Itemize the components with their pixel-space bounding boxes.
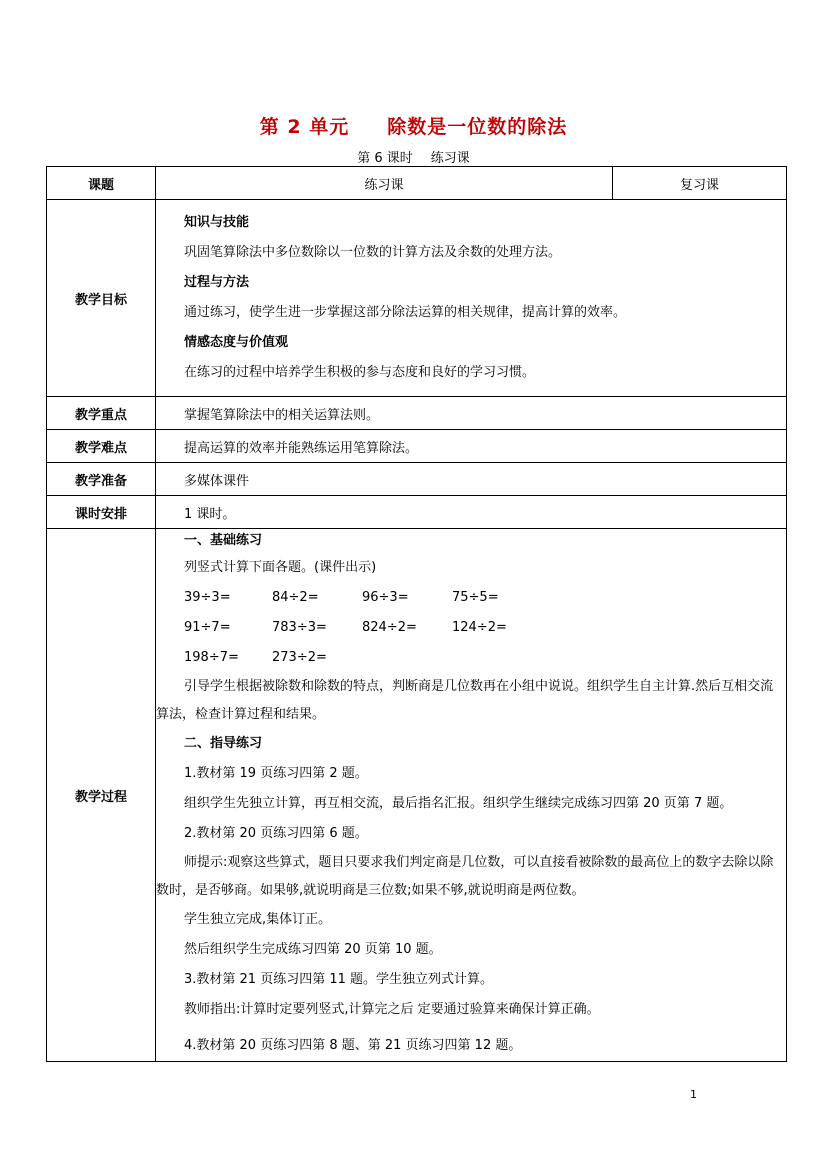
preparation-label: 教学准备 [47,463,156,496]
goals-label: 教学目标 [47,200,156,397]
topic-type: 复习课 [613,167,787,200]
lesson-name: 练习课 [430,151,470,166]
schedule-value: 1 课时。 [184,506,236,522]
goal-text-attitude: 在练习的过程中培养学生积极的参与态度和良好的学习习惯。 [184,365,536,380]
item-1: 1.教材第 19 页练习四第 2 题。 [184,766,368,781]
exercise: 91÷7= [184,620,231,635]
exercise-row-1 [156,583,786,613]
exercise: 273÷2= [272,650,327,665]
item-2-tip: 师提示:观察这些算式，题目只要求我们判定商是几位数，可以直接看被除数的最高位上的数字去除以除数时，是否够商。如果够,就说明商是三位数;如果不够,就说明商是两位数。 [156,855,774,898]
exercise: 783÷3= [272,620,327,635]
item-1-desc: 组织学生先独立计算，再互相交流，最后指名汇报。组织学生继续完成练习四第 20 页第 7 题。 [184,796,733,811]
key-point-label: 教学重点 [47,397,156,430]
schedule-label: 课时安排 [47,496,156,529]
goal-heading-attitude: 情感态度与价值观 [184,335,289,350]
exercise: 96÷3= [362,590,409,605]
item-2-self: 学生独立完成,集体订正。 [184,912,332,927]
exercise: 84÷2= [272,590,319,605]
topic-value: 练习课 [156,167,613,200]
item-4: 4.教材第 20 页练习四第 8 题、第 21 页练习四第 12 题。 [184,1038,522,1053]
exercise-row-2 [156,613,786,643]
item-2-then: 然后组织学生完成练习四第 20 页第 10 题。 [184,942,442,957]
basic-guide: 引导学生根据被除数和除数的特点，判断商是几位数再在小组中说说。组织学生自主计算.然后互相交流算法，检查计算过程和结果。 [156,679,774,722]
exercise: 198÷7= [184,650,239,665]
exercise: 75÷5= [452,590,499,605]
difficulty-row [47,430,787,463]
document-title [0,112,827,139]
lesson-number: 第 6 课时 [357,151,413,166]
exercise-row-3 [156,643,786,673]
lesson-plan-table [46,166,787,1062]
item-3: 3.教材第 21 页练习四第 11 题。学生独立列式计算。 [184,972,494,987]
basic-intro: 列竖式计算下面各题。(课件出示) [184,560,377,575]
difficulty-label: 教学难点 [47,430,156,463]
unit-label: 第 2 单元 [259,116,350,138]
goal-heading-knowledge: 知识与技能 [184,215,250,230]
process-label: 教学过程 [47,529,156,1062]
page-number: 1 [690,1088,697,1101]
goal-heading-process: 过程与方法 [184,275,250,290]
item-2: 2.教材第 20 页练习四第 6 题。 [184,826,368,841]
item-3-note: 教师指出:计算时定要列竖式,计算完之后 定要通过验算来确保计算正确。 [184,1002,600,1017]
preparation-row [47,463,787,496]
difficulty-value: 提高运算的效率并能熟练运用笔算除法。 [184,440,419,456]
unit-title: 除数是一位数的除法 [387,116,568,138]
goal-text-knowledge: 巩固笔算除法中多位数除以一位数的计算方法及余数的处理方法。 [184,245,562,260]
preparation-value: 多媒体课件 [184,473,250,489]
key-point-row [47,397,787,430]
topic-row [47,167,787,200]
section-guided-title: 二、指导练习 [184,736,263,751]
section-basic-title: 一、基础练习 [184,533,263,548]
process-content [156,529,787,1062]
exercise: 824÷2= [362,620,417,635]
goals-content [156,200,787,397]
key-point-value: 掌握笔算除法中的相关运算法则。 [184,407,380,423]
exercise: 124÷2= [452,620,507,635]
goal-text-process: 通过练习，使学生进一步掌握这部分除法运算的相关规律，提高计算的效率。 [184,305,627,320]
goals-row [47,200,787,397]
exercise: 39÷3= [184,590,231,605]
topic-label: 课题 [47,167,156,200]
schedule-row [47,496,787,529]
process-row [47,529,787,1062]
lesson-subtitle [0,147,827,166]
